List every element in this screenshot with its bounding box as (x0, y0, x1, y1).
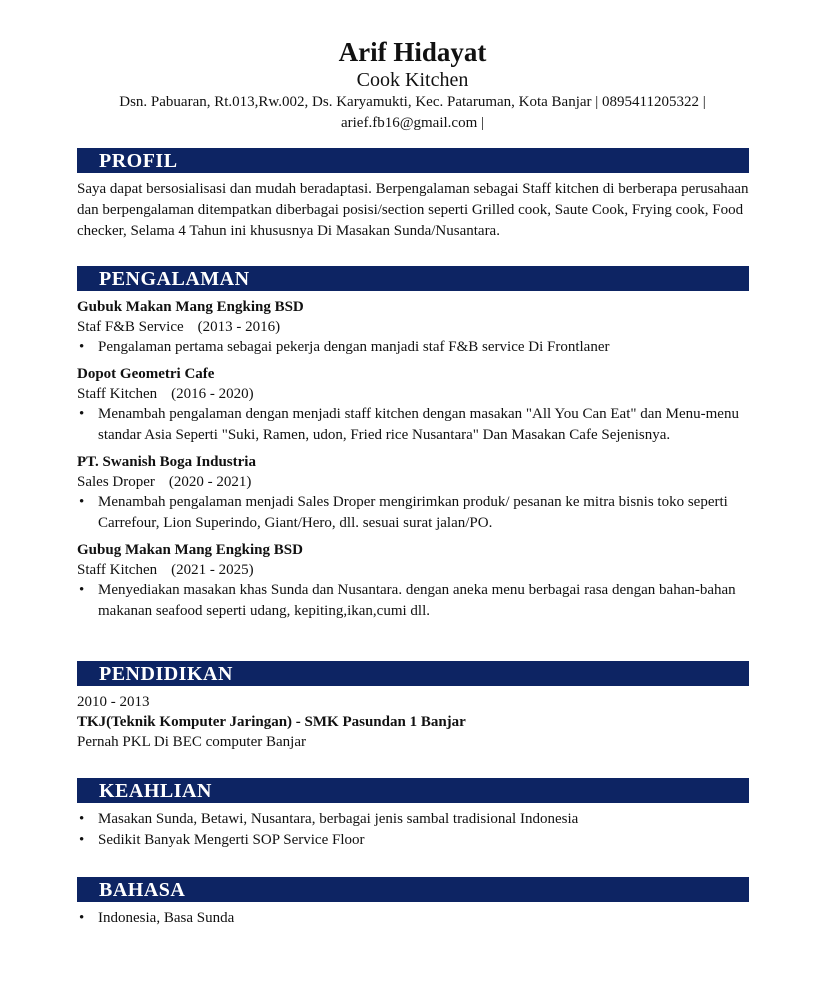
language-text: Indonesia, Basa Sunda (98, 910, 235, 926)
full-name: Arif Hidayat (338, 37, 487, 67)
skill-item (77, 830, 749, 851)
job-bullets (77, 404, 749, 446)
resume-header (0, 36, 825, 134)
job-bullet-text: Menambah pengalaman dengan menjadi staff kitchen dengan masakan "All You Can Eat" dan Menu-menu standar Asia Seperti "Suki, Ramen, udon, Fried rice Nusantara" Dan Masakan Cafe Sejenisnya. (98, 406, 739, 443)
job-bullet-item (77, 580, 749, 622)
section-heading-pengalaman: PENGALAMAN (77, 266, 749, 291)
section-heading-pendidikan: PENDIDIKAN (77, 661, 749, 686)
job-bullet-item (77, 492, 749, 534)
job-entry (77, 540, 749, 622)
job-company: Dopot Geometri Cafe (77, 366, 215, 382)
skills-list (77, 809, 749, 851)
job-company: Gubug Makan Mang Engking BSD (77, 542, 303, 558)
profil-text: Saya dapat bersosialisasi dan mudah beradaptasi. Berpengalaman sebagai Staff kitchen di berberapa perusahaan dan berpengalaman ditempatkan diberbagai posisi/section seperti Grilled cook, Saute Cook, Frying cook, Food checker, Selama 4 Tahun ini khususnya Di Masakan Sunda/Nusantara. (77, 181, 749, 239)
bullet-icon: • (79, 832, 85, 848)
job-position-line (77, 472, 749, 492)
job-position: Sales Droper (77, 474, 155, 490)
bullet-icon: • (79, 406, 85, 422)
skill-text: Sedikit Banyak Mengerti SOP Service Floor (98, 832, 365, 848)
section-heading-profil: PROFIL (77, 148, 749, 173)
job-role: Cook Kitchen (356, 69, 469, 91)
job-period: (2013 - 2016) (197, 319, 281, 335)
language-list (77, 908, 749, 929)
job-position-line (77, 384, 749, 404)
section-pengalaman (77, 266, 749, 628)
job-position-line (77, 560, 749, 580)
bullet-icon: • (79, 339, 85, 355)
job-bullet-item (77, 404, 749, 446)
job-position: Staff Kitchen (77, 386, 158, 402)
education-period: 2010 - 2013 (77, 694, 150, 710)
bullet-icon: • (79, 582, 85, 598)
job-company: Gubuk Makan Mang Engking BSD (77, 299, 304, 315)
bullet-icon: • (79, 811, 85, 827)
section-heading-keahlian: KEAHLIAN (77, 778, 749, 803)
job-period: (2020 - 2021) (168, 474, 252, 490)
contact-line-1: Dsn. Pabuaran, Rt.013,Rw.002, Ds. Karyamukti, Kec. Pataruman, Kota Banjar | 0895411205322 | (119, 94, 706, 110)
section-bahasa (77, 877, 749, 929)
job-entry (77, 297, 749, 358)
job-period: (2016 - 2020) (171, 386, 254, 402)
job-position: Staf F&B Service (77, 319, 184, 335)
job-entry (77, 452, 749, 534)
education-school: TKJ(Teknik Komputer Jaringan) - SMK Pasundan 1 Banjar (77, 714, 466, 730)
section-keahlian (77, 778, 749, 851)
job-bullet-text: Menambah pengalaman menjadi Sales Droper mengirimkan produk/ pesanan ke mitra bisnis toko seperti Carrefour, Lion Superindo, Giant/Hero, dll. sesuai surat jalan/PO. (98, 494, 728, 531)
bullet-icon: • (79, 494, 85, 510)
contact-line-2: arief.fb16@gmail.com | (340, 115, 485, 131)
job-bullet-item (77, 337, 749, 358)
job-bullets (77, 492, 749, 534)
section-profil (77, 148, 749, 242)
section-heading-bahasa: BAHASA (77, 877, 749, 902)
job-bullet-text: Menyediakan masakan khas Sunda dan Nusantara. dengan aneka menu berbagai rasa dengan bahan-bahan makanan seafood seperti udang, kepiting,ikan,cumi dll. (98, 582, 736, 619)
job-period: (2021 - 2025) (171, 562, 254, 578)
job-bullet-text: Pengalaman pertama sebagai pekerja dengan manjadi staf F&B service Di Frontlaner (98, 339, 610, 355)
job-entry (77, 364, 749, 446)
job-bullets (77, 580, 749, 622)
education-note: Pernah PKL Di BEC computer Banjar (77, 734, 306, 750)
language-item (77, 908, 749, 929)
job-company: PT. Swanish Boga Industria (77, 454, 256, 470)
skill-item (77, 809, 749, 830)
section-pendidikan (77, 661, 749, 752)
job-position-line (77, 317, 749, 337)
bullet-icon: • (79, 910, 85, 926)
job-position: Staff Kitchen (77, 562, 158, 578)
job-bullets (77, 337, 749, 358)
skill-text: Masakan Sunda, Betawi, Nusantara, berbagai jenis sambal tradisional Indonesia (98, 811, 579, 827)
